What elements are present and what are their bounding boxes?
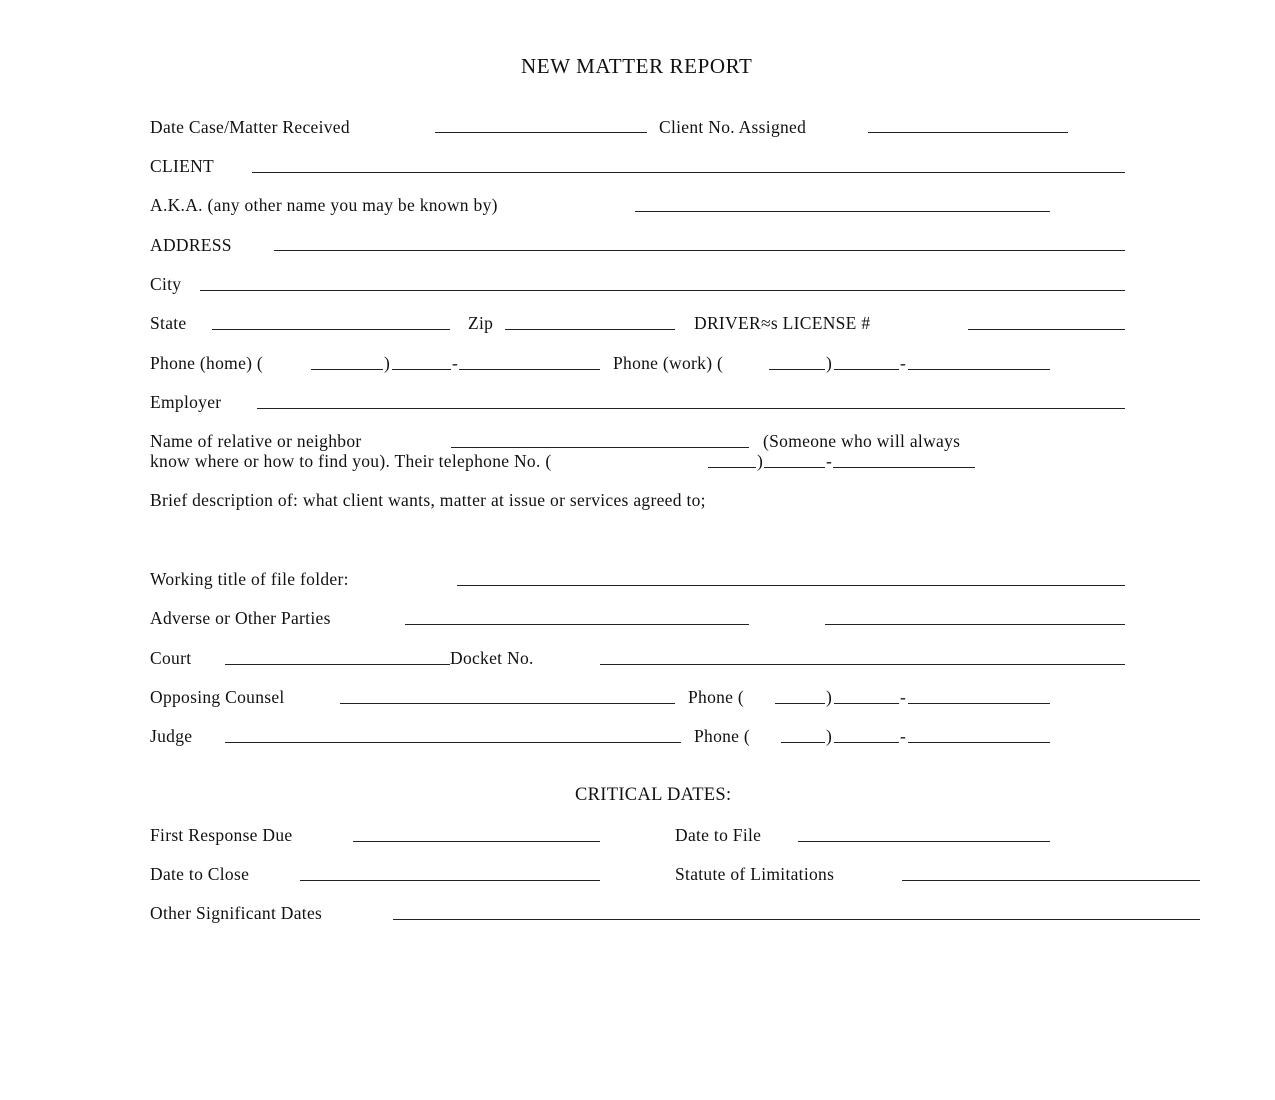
judge-phone-prefix-field[interactable] bbox=[834, 742, 899, 743]
paren-close: ) bbox=[826, 353, 833, 373]
dash: - bbox=[900, 726, 907, 746]
opposing-counsel-field[interactable] bbox=[340, 703, 675, 704]
phone-home-prefix-field[interactable] bbox=[392, 369, 451, 370]
statute-field[interactable] bbox=[902, 880, 1200, 881]
opposing-counsel-label: Opposing Counsel bbox=[150, 687, 285, 707]
opposing-phone-prefix-field[interactable] bbox=[834, 703, 899, 704]
other-dates-field[interactable] bbox=[393, 919, 1200, 920]
drivers-license-field[interactable] bbox=[968, 329, 1125, 330]
client-label: CLIENT bbox=[150, 156, 215, 176]
zip-field[interactable] bbox=[505, 329, 675, 330]
city-label: City bbox=[150, 274, 182, 294]
relative-phone-line-field[interactable] bbox=[833, 467, 975, 468]
adverse-label: Adverse or Other Parties bbox=[150, 608, 331, 628]
dash: - bbox=[900, 687, 907, 707]
phone-work-area-field[interactable] bbox=[769, 369, 825, 370]
date-received-field[interactable] bbox=[435, 132, 647, 133]
paren-close: ) bbox=[826, 726, 833, 746]
working-title-field[interactable] bbox=[457, 585, 1125, 586]
date-to-close-label: Date to Close bbox=[150, 864, 250, 884]
judge-field[interactable] bbox=[225, 742, 681, 743]
first-response-label: First Response Due bbox=[150, 825, 293, 845]
address-label: ADDRESS bbox=[150, 235, 232, 255]
date-received-label: Date Case/Matter Received bbox=[150, 117, 350, 137]
relative-label: Name of relative or neighbor bbox=[150, 431, 362, 451]
aka-field[interactable] bbox=[635, 211, 1050, 212]
description-label: Brief description of: what client wants, matter at issue or services agreed to; bbox=[150, 490, 706, 510]
docket-label: Docket No. bbox=[450, 648, 534, 668]
judge-phone-label: Phone ( bbox=[694, 726, 751, 746]
address-field[interactable] bbox=[274, 250, 1125, 251]
phone-work-label: Phone (work) ( bbox=[613, 353, 724, 373]
paren-close: ) bbox=[826, 687, 833, 707]
date-to-file-field[interactable] bbox=[798, 841, 1050, 842]
phone-work-line-field[interactable] bbox=[908, 369, 1050, 370]
relative-field[interactable] bbox=[451, 447, 749, 448]
aka-label: A.K.A. (any other name you may be known by) bbox=[150, 195, 498, 215]
judge-phone-area-field[interactable] bbox=[781, 742, 825, 743]
opposing-phone-line-field[interactable] bbox=[908, 703, 1050, 704]
working-title-label: Working title of file folder: bbox=[150, 569, 349, 589]
adverse-field-1[interactable] bbox=[405, 624, 749, 625]
city-field[interactable] bbox=[200, 290, 1125, 291]
state-field[interactable] bbox=[212, 329, 450, 330]
opposing-phone-area-field[interactable] bbox=[775, 703, 825, 704]
paren-close: ) bbox=[757, 451, 764, 471]
relative-phone-prefix-field[interactable] bbox=[764, 467, 825, 468]
date-to-file-label: Date to File bbox=[675, 825, 762, 845]
phone-home-label: Phone (home) ( bbox=[150, 353, 264, 373]
client-no-label: Client No. Assigned bbox=[659, 117, 807, 137]
adverse-field-2[interactable] bbox=[825, 624, 1125, 625]
judge-label: Judge bbox=[150, 726, 193, 746]
relative-note: (Someone who will always bbox=[763, 431, 961, 451]
relative-note-line2: know where or how to find you). Their telephone No. ( bbox=[150, 451, 552, 471]
dash: - bbox=[826, 451, 833, 471]
court-label: Court bbox=[150, 648, 192, 668]
employer-field[interactable] bbox=[257, 408, 1125, 409]
docket-field[interactable] bbox=[600, 664, 1125, 665]
employer-label: Employer bbox=[150, 392, 222, 412]
phone-home-line-field[interactable] bbox=[459, 369, 600, 370]
client-field[interactable] bbox=[252, 172, 1125, 173]
phone-home-area-field[interactable] bbox=[311, 369, 383, 370]
dash: - bbox=[900, 353, 907, 373]
relative-phone-area-field[interactable] bbox=[708, 467, 756, 468]
client-no-field[interactable] bbox=[868, 132, 1068, 133]
opposing-phone-label: Phone ( bbox=[688, 687, 745, 707]
date-to-close-field[interactable] bbox=[300, 880, 600, 881]
phone-work-prefix-field[interactable] bbox=[834, 369, 899, 370]
zip-label: Zip bbox=[468, 313, 494, 333]
first-response-field[interactable] bbox=[353, 841, 600, 842]
drivers-license-label: DRIVER≈s LICENSE # bbox=[694, 313, 871, 333]
dash: - bbox=[452, 353, 459, 373]
other-dates-label: Other Significant Dates bbox=[150, 903, 323, 923]
page-title: NEW MATTER REPORT bbox=[521, 54, 753, 78]
critical-dates-heading: CRITICAL DATES: bbox=[575, 785, 732, 805]
court-field[interactable] bbox=[225, 664, 450, 665]
state-label: State bbox=[150, 313, 187, 333]
paren-close: ) bbox=[384, 353, 391, 373]
judge-phone-line-field[interactable] bbox=[908, 742, 1050, 743]
statute-label: Statute of Limitations bbox=[675, 864, 835, 884]
